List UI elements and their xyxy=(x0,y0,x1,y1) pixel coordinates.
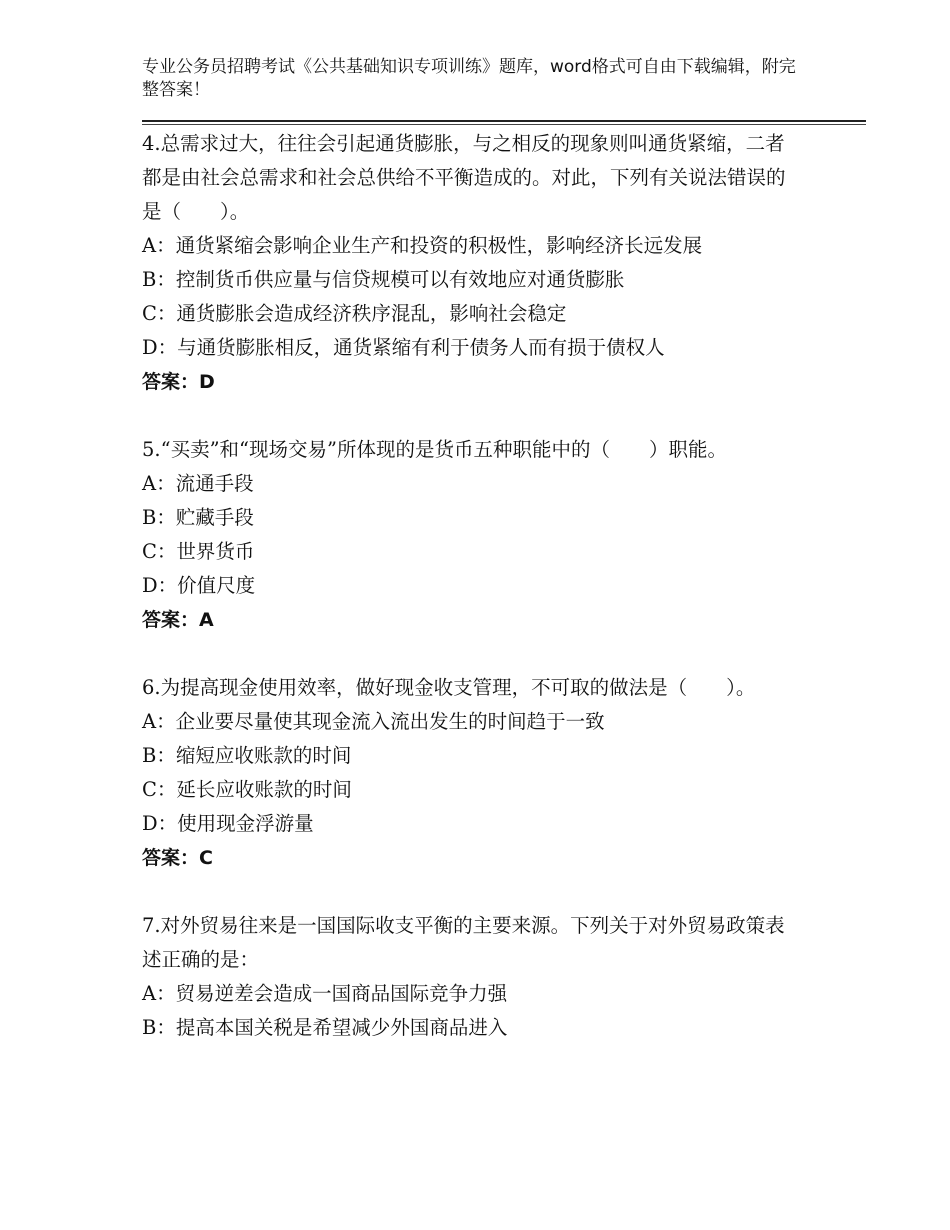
option-c: C：通货膨胀会造成经济秩序混乱，影响社会稳定 xyxy=(142,302,567,325)
question-4 xyxy=(142,127,802,399)
option-a: A：贸易逆差会造成一国商品国际竞争力强 xyxy=(142,982,508,1005)
question-list xyxy=(142,127,802,1045)
answer: 答案：C xyxy=(142,847,213,869)
spacer xyxy=(142,875,802,909)
question-stem: 4.总需求过大，往往会引起通货膨胀，与之相反的现象则叫通货紧缩，二者都是由社会总需求和社会总供给不平衡造成的。对此，下列有关说法错误的是（ ）。 xyxy=(142,132,786,223)
option-d: D：使用现金浮游量 xyxy=(142,812,314,835)
option-b: B：贮藏手段 xyxy=(142,506,254,529)
header-rule-thin xyxy=(142,124,866,125)
answer: 答案：A xyxy=(142,609,214,631)
option-b: B：提高本国关税是希望减少外国商品进入 xyxy=(142,1016,508,1039)
question-stem: 7.对外贸易往来是一国国际收支平衡的主要来源。下列关于对外贸易政策表述正确的是： xyxy=(142,914,785,971)
option-a: A：企业要尽量使其现金流入流出发生的时间趋于一致 xyxy=(142,710,605,733)
page-header: 专业公务员招聘考试《公共基础知识专项训练》题库，word格式可自由下载编辑，附完整答案！ xyxy=(142,57,796,100)
option-a: A：通货紧缩会影响企业生产和投资的积极性，影响经济长远发展 xyxy=(142,234,703,257)
option-c: C：世界货币 xyxy=(142,540,255,563)
option-b: B：缩短应收账款的时间 xyxy=(142,744,352,767)
question-stem: 6.为提高现金使用效率，做好现金收支管理，不可取的做法是（ ）。 xyxy=(142,676,756,699)
option-d: D：与通货膨胀相反，通货紧缩有利于债务人而有损于债权人 xyxy=(142,336,665,359)
answer: 答案：D xyxy=(142,371,215,393)
spacer xyxy=(142,399,802,433)
question-7 xyxy=(142,909,802,1045)
question-stem: 5.“买卖”和“现场交易”所体现的是货币五种职能中的（ ）职能。 xyxy=(142,438,727,461)
question-5 xyxy=(142,433,802,637)
option-a: A：流通手段 xyxy=(142,472,254,495)
option-d: D：价值尺度 xyxy=(142,574,256,597)
header-rule-thick xyxy=(142,120,866,122)
question-6 xyxy=(142,671,802,875)
spacer xyxy=(142,637,802,671)
option-b: B：控制货币供应量与信贷规模可以有效地应对通货膨胀 xyxy=(142,268,625,291)
option-c: C：延长应收账款的时间 xyxy=(142,778,352,801)
